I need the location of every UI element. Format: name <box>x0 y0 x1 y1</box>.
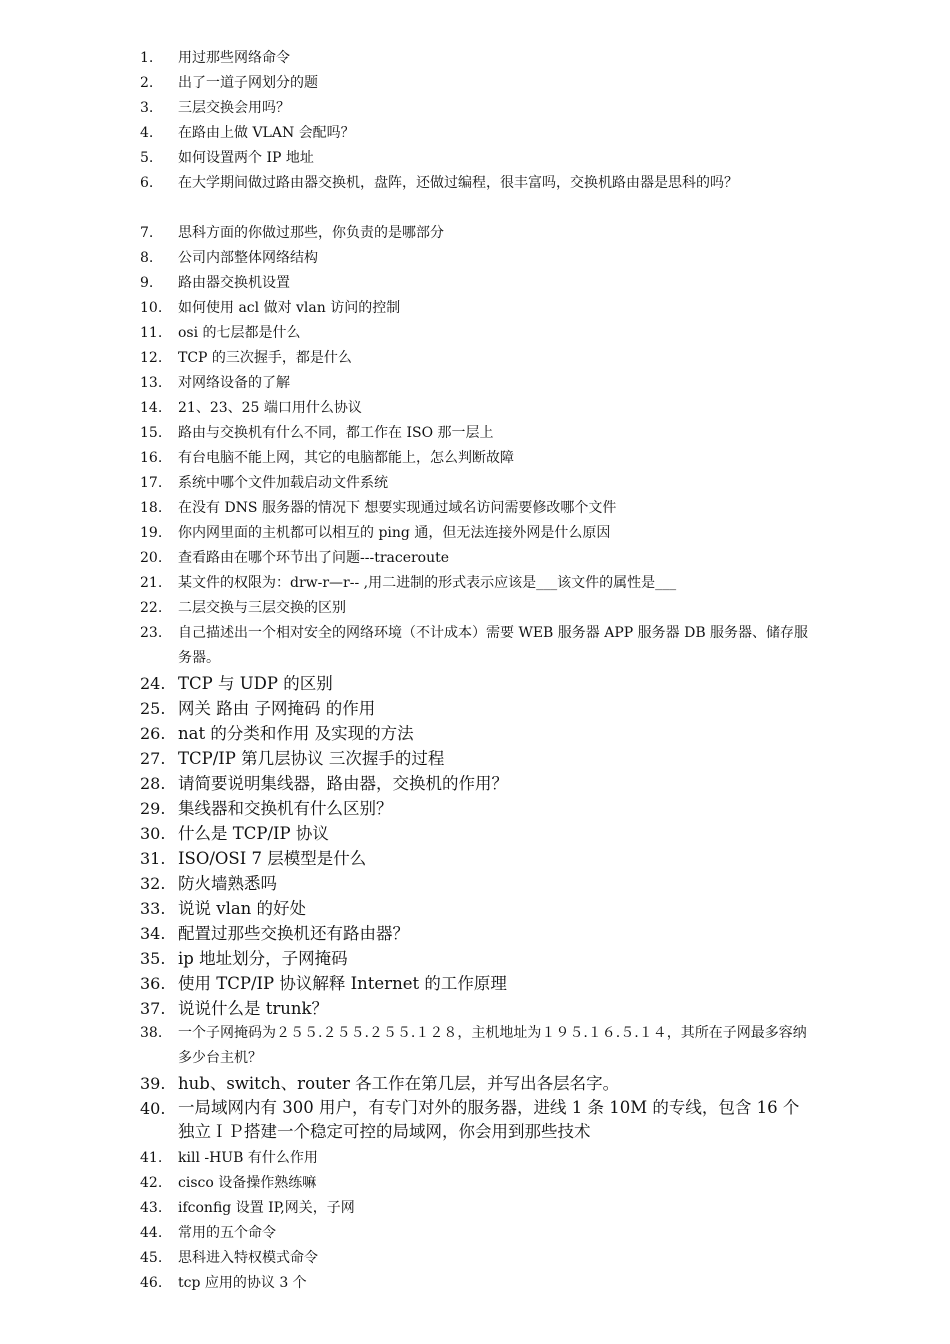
item-text: hub、switch、router 各工作在第几层，并写出各层名字。 <box>178 1074 620 1093</box>
item-text: 对网络设备的了解 <box>178 375 290 391</box>
item-text: 集线器和交换机有什么区别？ <box>178 799 393 818</box>
item-text: 一局域网内有 300 用户，有专门对外的服务器，进线 1 条 10M 的专线，包含 16 个独立ＩＰ搭建一个稳定可控的局域网，你会用到那些技术 <box>178 1098 800 1141</box>
list-item <box>140 596 812 621</box>
item-number: 7. <box>140 225 154 241</box>
item-number: 9. <box>140 275 154 291</box>
list-item <box>140 296 812 321</box>
item-number: 1. <box>140 50 154 66</box>
item-number: 11. <box>140 325 163 341</box>
item-text: 思科方面的你做过那些，你负责的是哪部分 <box>178 225 444 241</box>
item-text: 一个子网掩码为２５５.２５５.２５５.１２８，主机地址为１９５.１６.５.１４，其所在子网最多容纳多少台主机？ <box>178 1025 807 1066</box>
list-item <box>140 521 812 546</box>
list-item <box>140 96 812 121</box>
list-item <box>140 771 812 796</box>
item-number: 18. <box>140 500 163 516</box>
item-number: 15. <box>140 425 163 441</box>
item-number: 14. <box>140 400 163 416</box>
item-number: 12. <box>140 350 163 366</box>
item-number: 38. <box>140 1025 163 1041</box>
item-text: 有台电脑不能上网，其它的电脑都能上，怎么判断故障 <box>178 450 514 466</box>
question-list <box>140 46 812 1296</box>
item-text: 你内网里面的主机都可以相互的 ping 通，但无法连接外网是什么原因 <box>178 525 611 541</box>
item-text: 防火墙熟悉吗 <box>178 874 277 893</box>
item-text: 请简要说明集线器，路由器，交换机的作用？ <box>178 774 508 793</box>
item-text: nat 的分类和作用 及实现的方法 <box>178 724 414 743</box>
list-item <box>140 971 812 996</box>
item-number: 29. <box>140 799 166 818</box>
list-item <box>140 996 812 1021</box>
list-item <box>140 746 812 771</box>
item-text: 如何设置两个 IP 地址 <box>178 150 314 166</box>
list-item <box>140 796 812 821</box>
list-item <box>140 621 812 671</box>
item-text: TCP 的三次握手，都是什么 <box>178 350 352 366</box>
item-text: 使用 TCP/IP 协议解释 Internet 的工作原理 <box>178 974 507 993</box>
item-text: 某文件的权限为：drw-r—r-- ,用二进制的形式表示应该是___该文件的属性是___ <box>178 575 677 591</box>
list-item <box>140 396 812 421</box>
item-text: 查看路由在哪个环节出了问题---traceroute <box>178 550 450 566</box>
item-text: 什么是 TCP/IP 协议 <box>178 824 329 843</box>
item-text: 用过那些网络命令 <box>178 50 290 66</box>
list-item <box>140 146 812 171</box>
list-item <box>140 1221 812 1246</box>
item-number: 20. <box>140 550 163 566</box>
list-item <box>140 571 812 596</box>
item-number: 28. <box>140 774 166 793</box>
item-text: tcp 应用的协议 3 个 <box>178 1275 307 1291</box>
list-item <box>140 446 812 471</box>
item-text: 系统中哪个文件加载启动文件系统 <box>178 475 388 491</box>
item-text: osi 的七层都是什么 <box>178 325 301 341</box>
item-number: 44. <box>140 1225 163 1241</box>
list-item <box>140 871 812 896</box>
item-text: 网关 路由 子网掩码 的作用 <box>178 699 376 718</box>
item-text: 在大学期间做过路由器交换机，盘阵，还做过编程，很丰富吗，交换机路由器是思科的吗？ <box>178 175 738 191</box>
list-item <box>140 896 812 921</box>
item-number: 32. <box>140 874 166 893</box>
item-number: 10. <box>140 300 163 316</box>
item-number: 39. <box>140 1074 166 1093</box>
item-number: 8. <box>140 250 154 266</box>
item-text: 自己描述出一个相对安全的网络环境（不计成本）需要 WEB 服务器 APP 服务器 DB 服务器、储存服务器。 <box>178 625 809 666</box>
item-number: 36. <box>140 974 166 993</box>
item-number: 31. <box>140 849 166 868</box>
item-text: 说说什么是 trunk？ <box>178 999 329 1018</box>
item-text: cisco 设备操作熟练嘛 <box>178 1175 317 1191</box>
item-text: TCP/IP 第几层协议 三次握手的过程 <box>178 749 445 768</box>
list-item <box>140 471 812 496</box>
list-item <box>140 696 812 721</box>
list-item <box>140 321 812 346</box>
list-item <box>140 71 812 96</box>
list-item <box>140 1071 812 1096</box>
item-number: 41. <box>140 1150 163 1166</box>
item-number: 5. <box>140 150 154 166</box>
item-text: ifconfig 设置 IP,网关，子网 <box>178 1200 355 1216</box>
item-text: 21、23、25 端口用什么协议 <box>178 400 362 416</box>
list-item <box>140 671 812 696</box>
item-number: 46. <box>140 1275 163 1291</box>
list-item <box>140 1146 812 1171</box>
item-number: 45. <box>140 1250 163 1266</box>
list-item <box>140 171 812 221</box>
list-item <box>140 271 812 296</box>
list-item <box>140 1196 812 1221</box>
list-item <box>140 346 812 371</box>
list-item <box>140 1271 812 1296</box>
item-number: 34. <box>140 924 166 943</box>
item-text: 二层交换与三层交换的区别 <box>178 600 346 616</box>
list-item <box>140 421 812 446</box>
item-number: 19. <box>140 525 163 541</box>
item-text: 如何使用 acl 做对 vlan 访问的控制 <box>178 300 401 316</box>
list-item <box>140 46 812 71</box>
item-number: 2. <box>140 75 154 91</box>
list-item <box>140 721 812 746</box>
item-number: 13. <box>140 375 163 391</box>
item-text: 配置过那些交换机还有路由器？ <box>178 924 409 943</box>
item-number: 16. <box>140 450 163 466</box>
list-item <box>140 1096 812 1146</box>
list-item <box>140 1021 812 1071</box>
item-number: 17. <box>140 475 163 491</box>
item-text: 思科进入特权模式命令 <box>178 1250 318 1266</box>
item-number: 37. <box>140 999 166 1018</box>
item-number: 24. <box>140 674 166 693</box>
item-number: 35. <box>140 949 166 968</box>
list-item <box>140 371 812 396</box>
item-text: ip 地址划分，子网掩码 <box>178 949 348 968</box>
item-number: 27. <box>140 749 166 768</box>
item-number: 6. <box>140 175 154 191</box>
item-text: 路由与交换机有什么不同，都工作在 ISO 那一层上 <box>178 425 494 441</box>
list-item <box>140 496 812 521</box>
item-text: 三层交换会用吗？ <box>178 100 290 116</box>
item-number: 22. <box>140 600 163 616</box>
list-item <box>140 221 812 246</box>
item-number: 26. <box>140 724 166 743</box>
list-item <box>140 1246 812 1271</box>
item-number: 42. <box>140 1175 163 1191</box>
list-item <box>140 921 812 946</box>
list-item <box>140 121 812 146</box>
item-number: 30. <box>140 824 166 843</box>
item-text: ISO/OSI 7 层模型是什么 <box>178 849 367 868</box>
item-number: 43. <box>140 1200 163 1216</box>
item-text: kill -HUB 有什么作用 <box>178 1150 318 1166</box>
item-number: 40. <box>140 1099 166 1118</box>
item-number: 25. <box>140 699 166 718</box>
list-item <box>140 946 812 971</box>
list-item <box>140 1171 812 1196</box>
item-number: 4. <box>140 125 154 141</box>
item-number: 23. <box>140 625 163 641</box>
item-text: TCP 与 UDP 的区别 <box>178 674 333 693</box>
list-item <box>140 246 812 271</box>
item-text: 常用的五个命令 <box>178 1225 276 1241</box>
item-text: 出了一道子网划分的题 <box>178 75 318 91</box>
item-text: 路由器交换机设置 <box>178 275 290 291</box>
list-item <box>140 546 812 571</box>
item-text: 公司内部整体网络结构 <box>178 250 318 266</box>
item-text: 在没有 DNS 服务器的情况下 想要实现通过域名访问需要修改哪个文件 <box>178 500 617 516</box>
list-item <box>140 846 812 871</box>
item-number: 33. <box>140 899 166 918</box>
item-number: 21. <box>140 575 163 591</box>
item-text: 说说 vlan 的好处 <box>178 899 307 918</box>
item-text: 在路由上做 VLAN 会配吗？ <box>178 125 355 141</box>
item-number: 3. <box>140 100 154 116</box>
list-item <box>140 821 812 846</box>
